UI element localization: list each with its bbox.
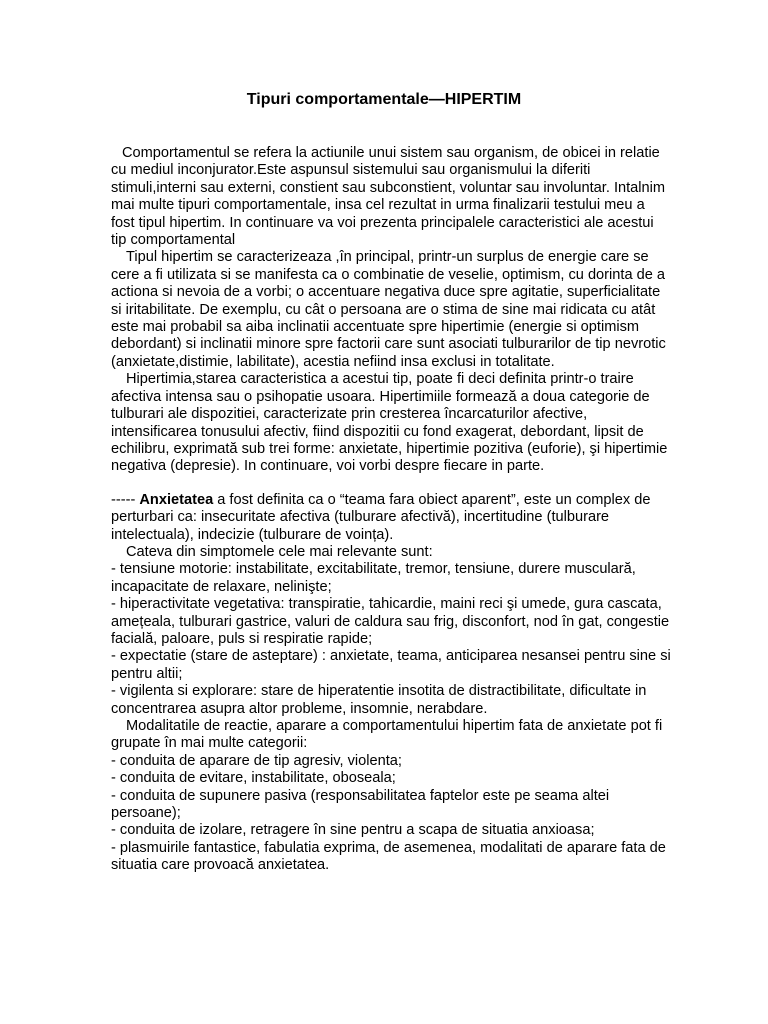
anxiety-term: Anxietatea — [139, 491, 214, 508]
list-item-symptom: - tensiune motorie: instabilitate, excitabilitate, tremor, tensiune, durere musculară, incapacitate de relaxare, nelinişte; — [111, 561, 636, 595]
list-item-reaction: - plasmuirile fantastice, fabulatia exprima, de asemenea, modalitati de aparare fata de situatia care provoacă anxietatea. — [111, 839, 666, 874]
paragraph-intro: Comportamentul se refera la actiunile unui sistem sau organism, de obicei in relatie cu mediul inconjurator.Este aspunsul sistemului sau organismului la diferiti stimuli,interni sau externi, constient sau subconstient, voluntar sau involuntar. Intalnim mai multe tipuri comportamentale, insa cel rezultat in urma finalizarii testului meu a fost tipul hipertim. In continuare va voi prezenta principalele caracteristici ale acestui tip comportamental — [111, 145, 666, 249]
paragraph-hipertimia: Hipertimia,starea caracteristica a acestui tip, poate fi deci definita printr-o traire afectiva intensa sau o psihopatie usoara. Hipertimiile formează a doua categorie de tulburari ale dispozitiei, caracterizate prin cresterea încarcaturilor afective, intensificarea tonusului afectiv, fiind dispozitii cu fond exagerat, debordant, lipsit de echilibru, exprimată sub trei forme: anxietate, hipertimie pozitiva (euforie), şi hipertimie negativa (depresie). In continuare, voi vorbi despre fiecare in parte. — [111, 371, 668, 475]
paragraph-spacer — [111, 476, 671, 492]
reactions-intro: Modalitatile de reactie, aparare a comportamentului hipertim fata de anxietate pot fi grupate în mai multe categorii: — [111, 718, 663, 752]
list-item-reaction: - conduita de evitare, instabilitate, oboseala; — [111, 770, 396, 787]
paragraph-anxiety — [111, 492, 671, 544]
symptoms-intro: Cateva din simptomele cele mai relevante sunt: — [126, 543, 433, 560]
list-item-symptom: - expectatie (stare de asteptare) : anxietate, teama, anticiparea nesansei pentru sine si pentru altii; — [111, 648, 671, 682]
list-item-reaction: - conduita de supunere pasiva (responsabilitatea faptelor este pe seama altei persoane); — [111, 787, 610, 822]
section-dashes: ----- — [111, 491, 136, 508]
list-item-symptom: - hiperactivitate vegetativa: transpiratie, tahicardie, maini reci şi umede, gura cascata, amețeala, tulburari gastrice, valuri de caldura sau frig, disconfort, nod în gat, congestie facială, paloare, puls si respiratie rapide; — [111, 596, 670, 647]
page-title: Tipuri comportamentale—HIPERTIM — [246, 91, 522, 108]
list-item-symptom: - vigilenta si explorare: stare de hiperatentie insotita de distractibilitate, dificultate in concentrarea asupra altor probleme, insomnie, nerabdare. — [111, 683, 647, 717]
anxiety-definition: a fost definita ca o “teama fara obiect aparent”, este un complex de perturbari ca: insecuritate afectiva (tulburare afectivă), incertitudine (tulburare intelectuala), indecizie (tulburare de voința). — [111, 491, 651, 543]
list-item-reaction: - conduita de izolare, retragere în sine pentru a scapa de situatia anxioasa; — [111, 822, 595, 839]
list-item-reaction: - conduita de aparare de tip agresiv, violenta; — [111, 752, 402, 769]
paragraph-hipertim-type: Tipul hipertim se caracterizeaza ,în principal, printr-un surplus de energie care se cere a fi utilizata si se manifesta ca o combinatie de veselie, optimism, cu dorinta de a actiona si nevoia de a vorbi; o accentuare negativa duce spre agitatie, superficialitate si iritabilitate. De exemplu, cu cât o persoana are o stima de sine mai ridicata cu atât este mai probabil sa aiba inclinatii accentuate spre hipertimie (energie si optimism debordant) si inclinatii minore spre factorii care sunt asociati tulburarilor de tip nevrotic (anxietate,distimie, labilitate), acestia nefiind insa exclusi in totalitate. — [111, 249, 666, 370]
document-body — [111, 145, 671, 875]
